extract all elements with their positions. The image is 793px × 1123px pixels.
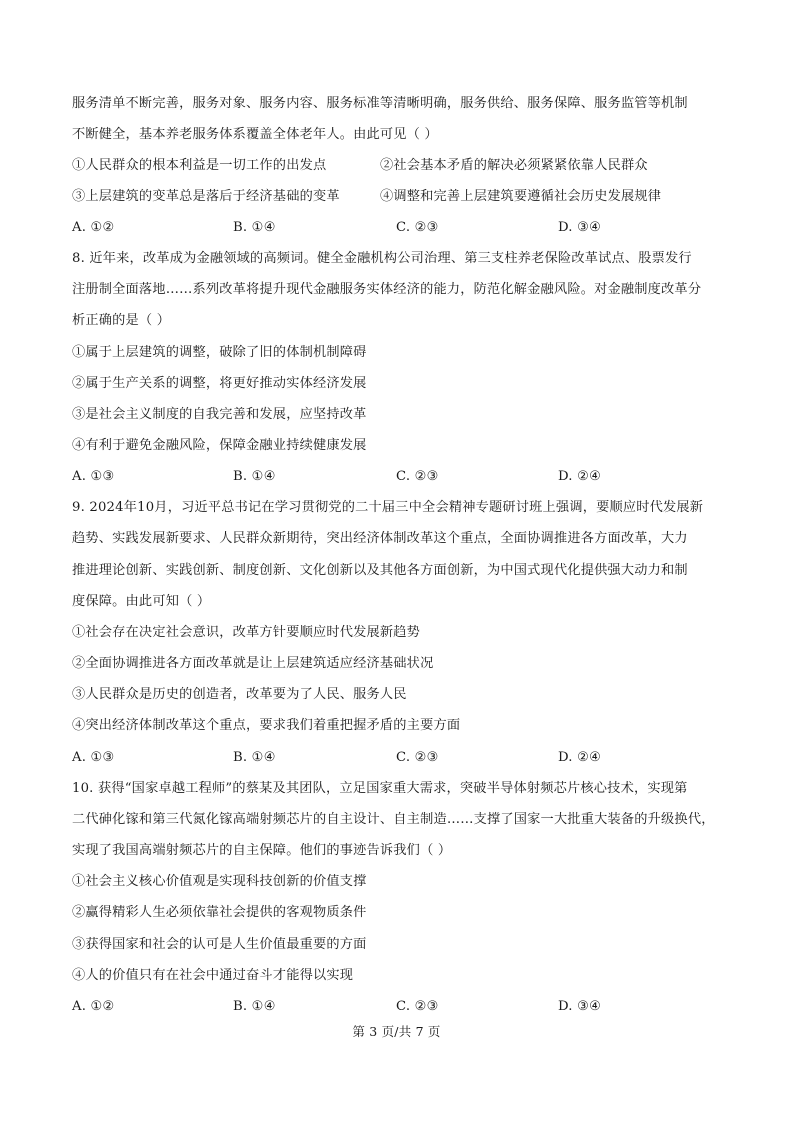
q8-stem-line: 注册制全面落地……系列改革将提升现代金融服务实体经济的能力，防范化解金融风险。对金融制度改革分	[72, 282, 702, 297]
q8-stem-line: 析正确的是（ ）	[72, 313, 171, 328]
q7-statement-1: ①人民群众的根本利益是一切工作的出发点	[72, 158, 327, 173]
q9-stem-line: 趋势、实践发展新要求、人民群众新期待，突出经济体制改革这个重点，全面协调推进各方面改革，大力	[72, 531, 688, 546]
q10-option-d: D. ③④	[558, 999, 602, 1014]
q7-option-b: B. ①④	[233, 220, 276, 235]
q10-statement-2: ②赢得精彩人生必须依靠社会提供的客观物质条件	[72, 905, 367, 920]
q9-stem-line: 9. 2024年10月，习近平总书记在学习贯彻党的二十届三中全会精神专题研讨班上强调，要顺应时代发展新	[72, 500, 704, 515]
q10-stem-line: 二代砷化镓和第三代氮化镓高端射频芯片的自主设计、自主制造……支撑了国家一大批重大装备的升级换代，	[72, 812, 715, 827]
q8-stem-line: 8. 近年来，改革成为金融领域的高频词。健全金融机构公司治理、第三支柱养老保险改革试点、股票发行	[72, 251, 692, 266]
q9-statement-1: ①社会存在决定社会意识，改革方针要顺应时代发展新趋势	[72, 625, 421, 640]
q9-option-c: C. ②③	[396, 750, 439, 765]
q8-option-c: C. ②③	[396, 469, 439, 484]
q8-option-d: D. ②④	[558, 469, 602, 484]
page-number: 第 3 页/共 7 页	[352, 1024, 441, 1039]
q9-stem-line: 推进理论创新、实践创新、制度创新、文化创新以及其他各方面创新，为中国式现代化提供强大动力和制	[72, 563, 688, 578]
q7-stem-line: 服务清单不断完善，服务对象、服务内容、服务标准等清晰明确，服务供给、服务保障、服务监管等机制	[72, 96, 688, 111]
q7-stem-line: 不断健全，基本养老服务体系覆盖全体老年人。由此可见（ ）	[72, 127, 438, 142]
q10-statement-3: ③获得国家和社会的认可是人生价值最重要的方面	[72, 937, 367, 952]
q10-option-a: A. ①②	[72, 999, 115, 1014]
q9-option-a: A. ①③	[72, 750, 115, 765]
q8-option-b: B. ①④	[233, 469, 276, 484]
q7-option-c: C. ②③	[396, 220, 439, 235]
q9-option-d: D. ②④	[558, 750, 602, 765]
q7-option-a: A. ①②	[72, 220, 115, 235]
q7-statement-2: ②社会基本矛盾的解决必须紧紧依靠人民群众	[380, 158, 648, 173]
q10-statement-4: ④人的价值只有在社会中通过奋斗才能得以实现	[72, 968, 354, 983]
q10-statement-1: ①社会主义核心价值观是实现科技创新的价值支撑	[72, 874, 367, 889]
q10-stem-line: 10. 获得“国家卓越工程师”的蔡某及其团队，立足国家重大需求，突破半导体射频芯片核心技术，实现第	[72, 781, 688, 796]
q7-statement-4: ④调整和完善上层建筑要遵循社会历史发展规律	[380, 189, 662, 204]
q9-stem-line: 度保障。由此可知（ ）	[72, 594, 211, 609]
q8-statement-4: ④有利于避免金融风险，保障金融业持续健康发展	[72, 438, 367, 453]
q9-statement-3: ③人民群众是历史的创造者，改革要为了人民、服务人民	[72, 687, 407, 702]
q8-statement-3: ③是社会主义制度的自我完善和发展，应坚持改革	[72, 407, 367, 422]
q10-stem-line: 实现了我国高端射频芯片的自主保障。他们的事迹告诉我们（ ）	[72, 843, 452, 858]
q7-statement-3: ③上层建筑的变革总是落后于经济基础的变革	[72, 189, 340, 204]
q8-statement-1: ①属于上层建筑的调整，破除了旧的体制机制障碍	[72, 345, 367, 360]
q7-option-d: D. ③④	[558, 220, 602, 235]
q8-statement-2: ②属于生产关系的调整，将更好推动实体经济发展	[72, 376, 367, 391]
q10-option-c: C. ②③	[396, 999, 439, 1014]
q10-option-b: B. ①④	[233, 999, 276, 1014]
q8-option-a: A. ①③	[72, 469, 115, 484]
q9-option-b: B. ①④	[233, 750, 276, 765]
q9-statement-4: ④突出经济体制改革这个重点，要求我们着重把握矛盾的主要方面	[72, 718, 461, 733]
q9-statement-2: ②全面协调推进各方面改革就是让上层建筑适应经济基础状况	[72, 656, 434, 671]
